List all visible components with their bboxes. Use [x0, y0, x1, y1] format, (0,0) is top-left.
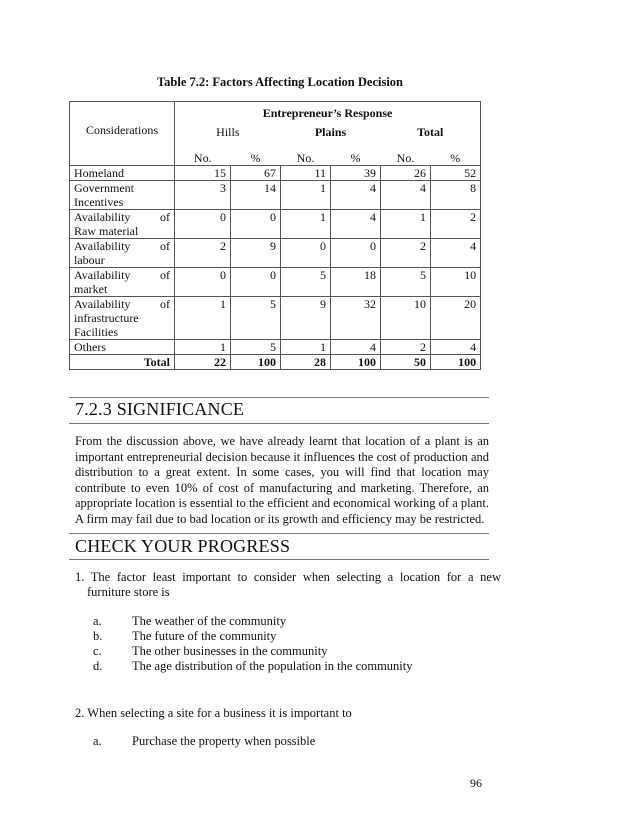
consideration-line: Availability of: [74, 297, 170, 311]
total-value-cell: 100: [231, 355, 281, 370]
value-cell: 18: [331, 268, 381, 297]
value-cell: 4: [331, 340, 381, 355]
table-row: [70, 181, 481, 210]
section-rule-bottom: [69, 423, 489, 424]
plains-no-header: No.: [281, 146, 331, 166]
progress-heading: CHECK YOUR PROGRESS: [75, 536, 291, 556]
hills-pct-header: %: [231, 146, 281, 166]
total-label: Total: [70, 355, 175, 370]
value-cell: 0: [175, 268, 231, 297]
consideration-line: market: [74, 282, 108, 296]
table-row: [70, 166, 481, 181]
consideration-cell: [70, 166, 175, 181]
value-cell: 1: [175, 340, 231, 355]
option-text: The age distribution of the population in the community: [132, 659, 413, 673]
value-cell: 4: [431, 340, 481, 355]
option-letter: c.: [93, 644, 102, 658]
value-cell: 1: [381, 210, 431, 239]
consideration-cell: [70, 340, 175, 355]
value-cell: 20: [431, 297, 481, 340]
table-row: [70, 239, 481, 268]
option-letter: d.: [93, 659, 103, 673]
total-header: Total: [417, 125, 444, 139]
consideration-line: Others: [74, 340, 106, 354]
option-text: The weather of the community: [132, 614, 287, 628]
considerations-header-spacer: [70, 146, 175, 166]
value-cell: 2: [175, 239, 231, 268]
consideration-line: Incentives: [74, 195, 124, 209]
page-number: 96: [470, 776, 482, 790]
consideration-cell: [70, 181, 175, 210]
value-cell: 5: [231, 297, 281, 340]
value-cell: 4: [381, 181, 431, 210]
value-cell: 52: [431, 166, 481, 181]
consideration-cell: [70, 239, 175, 268]
value-cell: 4: [431, 239, 481, 268]
value-cell: 8: [431, 181, 481, 210]
value-cell: 1: [281, 181, 331, 210]
location-factors-table: [69, 101, 481, 370]
total-value-cell: 100: [331, 355, 381, 370]
value-cell: 0: [281, 239, 331, 268]
consideration-line: labour: [74, 253, 105, 267]
hills-header: Hills: [216, 125, 240, 139]
table-title: Table 7.2: Factors Affecting Location Decision: [156, 75, 404, 89]
question-1-text: 1. The factor least important to consider when selecting a location for a new furniture store is: [75, 570, 501, 599]
value-cell: 15: [175, 166, 231, 181]
hills-no-header: No.: [175, 146, 231, 166]
option-letter: b.: [93, 629, 103, 643]
value-cell: 1: [281, 210, 331, 239]
value-cell: 1: [281, 340, 331, 355]
consideration-line: Homeland: [74, 166, 124, 180]
option-text: The future of the community: [132, 629, 277, 643]
option-letter: a.: [93, 614, 102, 628]
value-cell: 2: [381, 239, 431, 268]
table-row: [70, 210, 481, 239]
consideration-line: infrastructure: [74, 311, 139, 325]
value-cell: 0: [231, 268, 281, 297]
value-cell: 10: [381, 297, 431, 340]
option-text: Purchase the property when possible: [132, 734, 316, 748]
considerations-header: Considerations: [70, 102, 175, 146]
value-cell: 9: [231, 239, 281, 268]
value-cell: 67: [231, 166, 281, 181]
table-row: [70, 340, 481, 355]
consideration-cell: [70, 210, 175, 239]
table-row: [70, 268, 481, 297]
table-total-row: [70, 355, 481, 370]
total-pct-header: %: [431, 146, 481, 166]
significance-heading: 7.2.3 SIGNIFICANCE: [75, 399, 245, 419]
value-cell: 0: [331, 239, 381, 268]
section-rule-top: [69, 397, 489, 398]
value-cell: 9: [281, 297, 331, 340]
option-letter: a.: [93, 734, 102, 748]
question-2: 2. When selecting a site for a business it is important to: [75, 706, 352, 720]
value-cell: 26: [381, 166, 431, 181]
question-1: [75, 570, 501, 600]
total-no-header: No.: [381, 146, 431, 166]
table-body: [70, 166, 481, 370]
total-value-cell: 100: [431, 355, 481, 370]
value-cell: 2: [431, 210, 481, 239]
value-cell: 5: [281, 268, 331, 297]
consideration-cell: [70, 297, 175, 340]
entrepreneur-response-header: Entrepreneur’s Response: [262, 106, 393, 120]
option-text: The other businesses in the community: [132, 644, 328, 658]
consideration-line: Raw material: [74, 224, 139, 238]
progress-rule-bottom: [69, 559, 489, 560]
progress-rule-top: [69, 533, 489, 534]
value-cell: 1: [175, 297, 231, 340]
consideration-line: Availability of: [74, 239, 170, 253]
consideration-line: Facilities: [74, 325, 118, 339]
value-cell: 0: [231, 210, 281, 239]
value-cell: 3: [175, 181, 231, 210]
value-cell: 4: [331, 181, 381, 210]
value-cell: 5: [381, 268, 431, 297]
total-value-cell: 50: [381, 355, 431, 370]
consideration-line: Availability of: [74, 268, 170, 282]
value-cell: 10: [431, 268, 481, 297]
value-cell: 11: [281, 166, 331, 181]
consideration-line: Availability of: [74, 210, 170, 224]
table-row: [70, 297, 481, 340]
total-value-cell: 22: [175, 355, 231, 370]
consideration-cell: [70, 268, 175, 297]
value-cell: 32: [331, 297, 381, 340]
value-cell: 4: [331, 210, 381, 239]
significance-paragraph: From the discussion above, we have already learnt that location of a plant is an important entrepreneurial decision because it influences the cost of production and distribution to a great extent. In some cases, you will find that location may contribute to even 10% of cost of manufacturing and marketing. Therefore, an appropriate location is essential to the efficient and economical working of a plant. A firm may fail due to bad location or its growth and efficiency may be restricted.: [75, 434, 489, 526]
plains-pct-header: %: [331, 146, 381, 166]
value-cell: 39: [331, 166, 381, 181]
total-value-cell: 28: [281, 355, 331, 370]
value-cell: 5: [231, 340, 281, 355]
value-cell: 14: [231, 181, 281, 210]
consideration-line: Government: [74, 181, 134, 195]
value-cell: 2: [381, 340, 431, 355]
value-cell: 0: [175, 210, 231, 239]
plains-header: Plains: [314, 125, 347, 139]
